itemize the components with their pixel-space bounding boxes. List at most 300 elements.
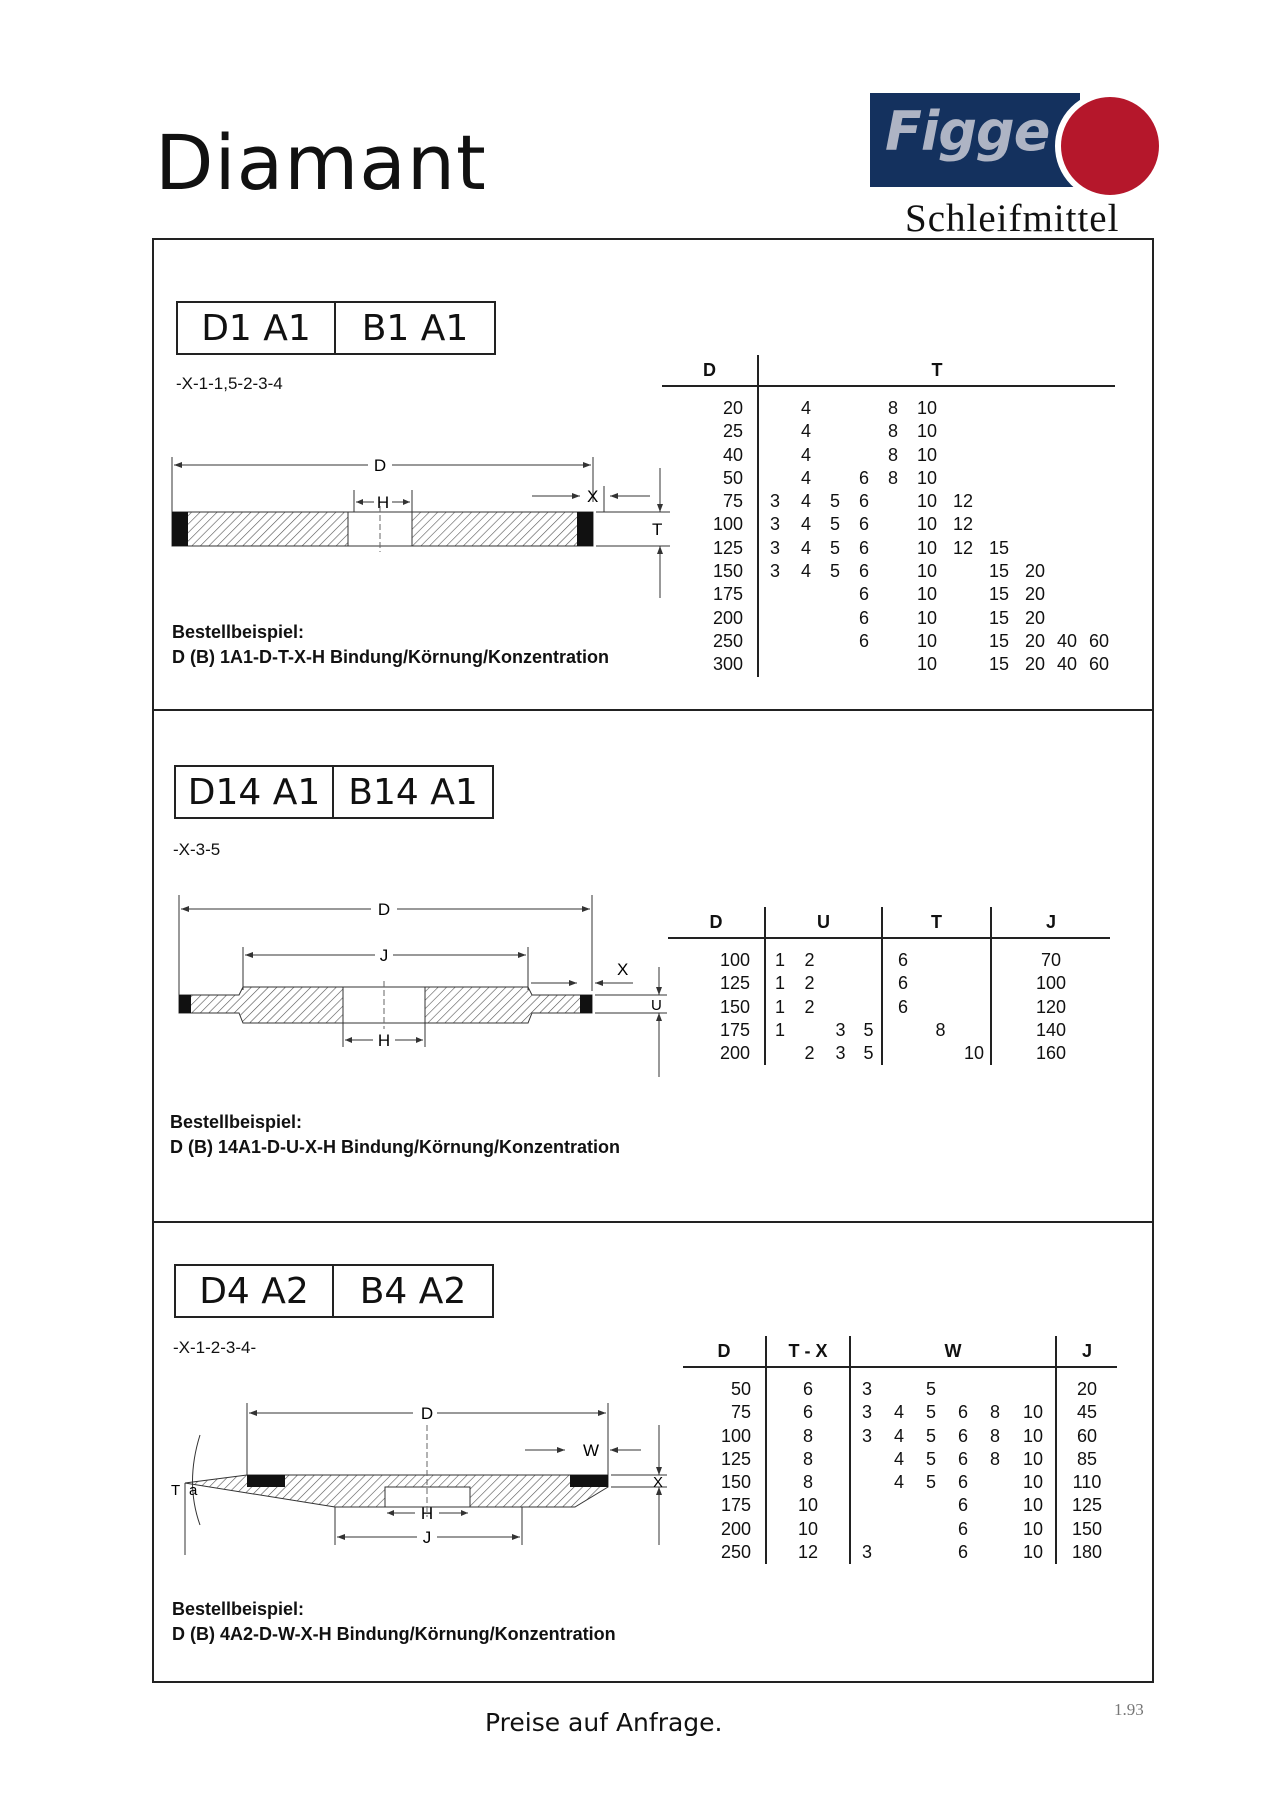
table-cell	[758, 420, 791, 443]
dim-j-label: J	[422, 1528, 432, 1547]
table-cell	[923, 996, 958, 1019]
table-cell	[882, 1019, 923, 1042]
table-cell: 5	[829, 514, 840, 535]
wheel-diagram-14a1	[165, 895, 675, 1080]
table-cell: 200	[662, 607, 758, 630]
table-cell: 250	[662, 630, 758, 653]
table-cell	[947, 583, 979, 606]
dim-w-label: W	[583, 1441, 600, 1460]
table-cell: 6	[957, 1402, 968, 1423]
table-cell: 4	[800, 491, 811, 512]
table-cell: 75	[662, 490, 758, 513]
dimension-table	[668, 907, 1110, 1065]
dimension-table	[683, 1336, 1117, 1564]
dim-t-label: T	[171, 1482, 181, 1499]
footer-note: Preise auf Anfrage.	[485, 1708, 723, 1737]
table-cell	[1083, 583, 1115, 606]
table-cell: 4	[800, 561, 811, 582]
table-cell: 150	[662, 560, 758, 583]
table-cell: 250	[683, 1541, 766, 1564]
col-header: D	[662, 355, 758, 386]
dim-h-label: H	[376, 493, 390, 512]
table-row	[662, 583, 1115, 606]
table-cell: 4	[800, 467, 811, 488]
section-divider	[152, 709, 1154, 711]
dim-u-label: U	[651, 997, 662, 1014]
type-box	[176, 301, 496, 355]
table-cell: 2	[804, 1043, 815, 1064]
type-label-b: B14 A1	[332, 767, 492, 817]
table-cell	[849, 420, 879, 443]
table-cell	[979, 1471, 1011, 1494]
table-cell	[791, 653, 821, 676]
table-cell: 10	[766, 1494, 850, 1517]
dim-d-label: D	[373, 456, 387, 475]
table-cell	[1051, 537, 1083, 560]
table-cell: 12	[952, 537, 974, 558]
table-cell: 8	[887, 398, 898, 418]
table-cell: 3	[769, 491, 780, 512]
table-cell: 10	[1011, 1471, 1056, 1494]
table-cell	[915, 1494, 947, 1517]
table-cell	[849, 444, 879, 467]
table-cell: 175	[662, 583, 758, 606]
table-cell: 180	[1071, 1542, 1103, 1563]
table-row	[662, 560, 1115, 583]
table-cell: 100	[1035, 973, 1067, 994]
table-cell: 8	[887, 444, 898, 465]
table-cell	[856, 972, 882, 995]
col-header: T - X	[766, 1336, 850, 1367]
table-cell: 3	[835, 1019, 846, 1040]
col-header: D	[668, 907, 765, 938]
table-cell: 5	[925, 1472, 936, 1493]
table-cell: 20	[1024, 607, 1046, 628]
table-cell: 10	[916, 421, 938, 442]
table-cell: 3	[769, 514, 780, 535]
table-cell	[1019, 420, 1051, 443]
table-cell: 4	[893, 1472, 904, 1493]
table-cell	[850, 1471, 883, 1494]
table-cell: 8	[887, 467, 898, 488]
table-cell: 8	[766, 1471, 850, 1494]
table-cell: 6	[957, 1425, 968, 1446]
table-cell: 125	[662, 537, 758, 560]
table-cell: 6	[897, 996, 908, 1017]
table-cell: 20	[1024, 630, 1046, 651]
table-cell: 6	[858, 491, 869, 512]
section-divider	[152, 1221, 1154, 1223]
table-cell: 5	[925, 1425, 936, 1446]
table-cell: 6	[897, 950, 908, 970]
table-cell: 50	[683, 1378, 766, 1401]
table-cell	[947, 1378, 979, 1401]
table-cell	[879, 537, 907, 560]
table-cell: 6	[957, 1472, 968, 1493]
col-header: T	[758, 355, 1115, 386]
order-example	[170, 1110, 620, 1160]
table-cell	[856, 949, 882, 972]
order-example	[172, 620, 609, 670]
table-cell	[1051, 607, 1083, 630]
table-cell	[1019, 444, 1051, 467]
order-code: D (B) 14A1-D-U-X-H Bindung/Körnung/Konzentration	[170, 1137, 620, 1157]
table-cell	[856, 996, 882, 1019]
table-cell	[979, 1518, 1011, 1541]
table-cell	[794, 1019, 825, 1042]
table-cell: 300	[662, 653, 758, 676]
table-cell	[958, 1019, 991, 1042]
table-cell	[979, 1378, 1011, 1401]
table-row	[668, 1042, 1110, 1065]
table-cell: 5	[829, 561, 840, 582]
table-cell: 1	[774, 1019, 785, 1040]
table-row	[662, 630, 1115, 653]
table-cell: 10	[1011, 1518, 1056, 1541]
table-cell: 12	[952, 514, 974, 535]
table-cell: 3	[769, 537, 780, 558]
logo-circle-icon	[1055, 91, 1165, 201]
table-cell: 2	[804, 950, 815, 970]
table-cell	[1051, 583, 1083, 606]
table-cell	[1083, 490, 1115, 513]
type-label-b: B1 A1	[334, 303, 494, 353]
table-cell: 3	[861, 1542, 872, 1563]
table-cell	[850, 1448, 883, 1471]
table-cell: 10	[766, 1518, 850, 1541]
order-label: Bestellbeispiel:	[170, 1112, 303, 1132]
table-cell: 10	[1011, 1448, 1056, 1471]
table-cell: 10	[916, 584, 938, 605]
table-cell: 4	[893, 1425, 904, 1446]
table-cell: 60	[1088, 630, 1110, 651]
table-cell: 12	[952, 491, 974, 512]
table-row	[668, 949, 1110, 972]
table-cell	[947, 467, 979, 490]
table-cell: 40	[1056, 630, 1078, 651]
table-cell: 1	[774, 973, 785, 994]
table-cell	[883, 1378, 915, 1401]
table-cell	[758, 630, 791, 653]
table-cell	[1051, 397, 1083, 420]
table-cell: 15	[988, 654, 1010, 675]
table-cell	[883, 1518, 915, 1541]
table-cell: 200	[668, 1042, 765, 1065]
table-cell	[1083, 444, 1115, 467]
table-cell	[821, 444, 849, 467]
table-row	[683, 1448, 1117, 1471]
table-cell	[979, 420, 1019, 443]
table-cell	[1051, 560, 1083, 583]
table-cell: 6	[897, 973, 908, 994]
variant-list: -X-1-2-3-4-	[173, 1338, 257, 1357]
table-cell: 6	[766, 1378, 850, 1401]
table-cell: 6	[766, 1401, 850, 1424]
table-cell: 15	[988, 630, 1010, 651]
table-cell	[758, 607, 791, 630]
table-cell: 3	[861, 1379, 872, 1399]
col-header: J	[991, 907, 1110, 938]
table-cell: 45	[1076, 1402, 1098, 1423]
order-example	[172, 1597, 616, 1647]
table-cell: 25	[662, 420, 758, 443]
table-cell: 10	[1011, 1494, 1056, 1517]
table-cell	[821, 397, 849, 420]
table-cell	[1051, 420, 1083, 443]
table-cell: 125	[1071, 1495, 1103, 1516]
table-cell	[915, 1541, 947, 1564]
table-cell	[979, 467, 1019, 490]
table-cell: 10	[916, 514, 938, 535]
table-cell	[758, 397, 791, 420]
table-cell	[821, 607, 849, 630]
table-row	[662, 397, 1115, 420]
table-cell	[821, 653, 849, 676]
table-cell: 8	[989, 1448, 1000, 1469]
table-cell	[979, 444, 1019, 467]
table-cell: 50	[662, 467, 758, 490]
table-cell: 10	[916, 630, 938, 651]
table-cell	[1019, 467, 1051, 490]
table-cell	[758, 653, 791, 676]
table-cell: 60	[1076, 1425, 1098, 1446]
table-cell	[1011, 1378, 1056, 1401]
table-row	[683, 1541, 1117, 1564]
order-code: D (B) 4A2-D-W-X-H Bindung/Körnung/Konzentration	[172, 1624, 616, 1644]
dim-x-label: X	[653, 1474, 664, 1491]
table-cell	[979, 1494, 1011, 1517]
table-cell: 8	[989, 1425, 1000, 1446]
table-cell	[947, 397, 979, 420]
table-cell: 4	[893, 1448, 904, 1469]
table-cell: 6	[858, 561, 869, 582]
table-cell: 6	[858, 467, 869, 488]
table-cell: 10	[1011, 1425, 1056, 1448]
type-label-b: B4 A2	[332, 1266, 492, 1316]
table-row	[662, 513, 1115, 536]
table-cell	[923, 972, 958, 995]
table-cell: 140	[1035, 1019, 1067, 1040]
col-header: D	[683, 1336, 766, 1367]
table-cell: 150	[668, 996, 765, 1019]
table-cell: 20	[1076, 1379, 1098, 1399]
table-cell: 160	[1035, 1043, 1067, 1064]
table-cell	[879, 630, 907, 653]
table-cell	[1019, 397, 1051, 420]
table-cell: 1	[774, 996, 785, 1017]
table-row	[668, 996, 1110, 1019]
table-cell	[1019, 513, 1051, 536]
dimension-table	[662, 355, 1115, 677]
table-row	[683, 1494, 1117, 1517]
table-cell	[758, 467, 791, 490]
table-cell	[1083, 537, 1115, 560]
table-cell: 40	[1056, 654, 1078, 675]
table-cell: 6	[858, 630, 869, 651]
table-cell	[791, 630, 821, 653]
table-cell: 6	[957, 1495, 968, 1516]
table-cell: 175	[683, 1494, 766, 1517]
type-box	[174, 765, 494, 819]
table-cell: 6	[957, 1542, 968, 1563]
dim-j-label: J	[379, 946, 389, 965]
table-cell: 4	[800, 537, 811, 558]
table-cell: 125	[683, 1448, 766, 1471]
table-cell: 100	[662, 513, 758, 536]
dim-h-label: H	[377, 1031, 391, 1050]
table-cell	[947, 653, 979, 676]
table-cell	[947, 444, 979, 467]
table-cell	[883, 1541, 915, 1564]
table-cell: 6	[858, 537, 869, 558]
table-cell	[879, 560, 907, 583]
table-cell: 10	[1011, 1401, 1056, 1424]
dim-a-label: a	[189, 1482, 198, 1499]
table-cell	[915, 1518, 947, 1541]
table-cell	[1083, 420, 1115, 443]
table-cell: 20	[1024, 561, 1046, 582]
table-cell: 10	[916, 444, 938, 465]
table-cell	[979, 1541, 1011, 1564]
table-cell: 5	[925, 1402, 936, 1423]
table-cell: 110	[1072, 1472, 1102, 1493]
table-cell	[849, 397, 879, 420]
table-cell	[765, 1042, 794, 1065]
logo-brand: Figge	[885, 100, 1050, 163]
col-header: T	[882, 907, 991, 938]
table-cell	[879, 607, 907, 630]
table-cell: 1	[774, 950, 785, 970]
table-cell: 5	[829, 491, 840, 512]
table-cell: 75	[683, 1401, 766, 1424]
table-cell	[879, 490, 907, 513]
table-cell: 2	[804, 973, 815, 994]
table-row	[683, 1378, 1117, 1401]
col-header: J	[1056, 1336, 1117, 1367]
table-cell: 4	[893, 1402, 904, 1423]
table-cell: 3	[835, 1043, 846, 1064]
table-cell	[1051, 467, 1083, 490]
table-cell: 150	[683, 1471, 766, 1494]
dim-d-label: D	[377, 900, 391, 919]
table-row	[683, 1401, 1117, 1424]
table-cell	[821, 583, 849, 606]
table-cell: 10	[916, 607, 938, 628]
table-cell	[883, 1494, 915, 1517]
table-cell: 20	[1024, 654, 1046, 675]
order-label: Bestellbeispiel:	[172, 622, 305, 642]
table-cell	[758, 583, 791, 606]
table-cell	[879, 583, 907, 606]
table-cell: 4	[800, 421, 811, 442]
table-cell	[1019, 537, 1051, 560]
dim-h-label: H	[420, 1504, 434, 1523]
table-row	[662, 490, 1115, 513]
table-cell: 2	[804, 996, 815, 1017]
table-cell: 20	[662, 397, 758, 420]
table-cell: 5	[925, 1379, 936, 1399]
table-cell: 8	[887, 421, 898, 442]
table-row	[683, 1425, 1117, 1448]
table-cell	[1083, 467, 1115, 490]
table-cell	[979, 490, 1019, 513]
table-cell: 10	[916, 654, 938, 675]
table-cell: 40	[662, 444, 758, 467]
dim-x-label: X	[587, 487, 599, 506]
table-cell: 100	[683, 1425, 766, 1448]
table-cell: 6	[858, 584, 869, 605]
dim-t-label: T	[652, 520, 663, 539]
table-cell	[958, 996, 991, 1019]
table-cell: 10	[916, 491, 938, 512]
table-cell	[979, 397, 1019, 420]
table-cell	[947, 607, 979, 630]
table-cell	[825, 949, 856, 972]
table-cell: 10	[916, 537, 938, 558]
table-row	[683, 1471, 1117, 1494]
table-cell: 10	[958, 1042, 991, 1065]
table-cell: 6	[957, 1448, 968, 1469]
type-box	[174, 1264, 494, 1318]
type-label-d: D14 A1	[187, 771, 321, 813]
table-cell: 10	[1011, 1541, 1056, 1564]
table-cell	[947, 560, 979, 583]
table-cell	[1083, 513, 1115, 536]
table-cell: 70	[1040, 950, 1062, 970]
table-cell	[821, 420, 849, 443]
table-cell: 15	[988, 607, 1010, 628]
variant-list: -X-1-1,5-2-3-4	[176, 374, 283, 393]
table-row	[662, 467, 1115, 490]
table-cell: 3	[861, 1402, 872, 1423]
table-cell	[850, 1518, 883, 1541]
table-cell	[758, 444, 791, 467]
page-title: Diamant	[155, 118, 487, 207]
table-row	[662, 607, 1115, 630]
type-label-d: D1 A1	[201, 307, 311, 349]
table-cell: 175	[668, 1019, 765, 1042]
table-row	[683, 1518, 1117, 1541]
table-cell: 4	[800, 398, 811, 418]
table-cell	[1051, 513, 1083, 536]
table-cell: 15	[988, 537, 1010, 558]
table-cell: 12	[766, 1541, 850, 1564]
table-cell: 100	[668, 949, 765, 972]
table-cell: 8	[935, 1019, 946, 1040]
table-cell	[1083, 397, 1115, 420]
table-cell: 5	[856, 1042, 882, 1065]
order-label: Bestellbeispiel:	[172, 1599, 305, 1619]
table-cell	[1019, 490, 1051, 513]
table-cell	[879, 653, 907, 676]
table-cell: 10	[916, 561, 938, 582]
table-cell	[825, 972, 856, 995]
table-cell: 3	[769, 561, 780, 582]
table-row	[668, 1019, 1110, 1042]
table-cell	[850, 1494, 883, 1517]
table-row	[668, 972, 1110, 995]
table-cell: 5	[856, 1019, 882, 1042]
table-cell: 200	[683, 1518, 766, 1541]
table-cell: 5	[829, 537, 840, 558]
table-cell	[923, 1042, 958, 1065]
type-label-d: D4 A2	[199, 1270, 309, 1312]
table-cell: 15	[988, 584, 1010, 605]
table-cell: 3	[861, 1425, 872, 1446]
table-cell: 125	[668, 972, 765, 995]
table-cell: 6	[858, 514, 869, 535]
dim-x-label: X	[617, 960, 629, 979]
